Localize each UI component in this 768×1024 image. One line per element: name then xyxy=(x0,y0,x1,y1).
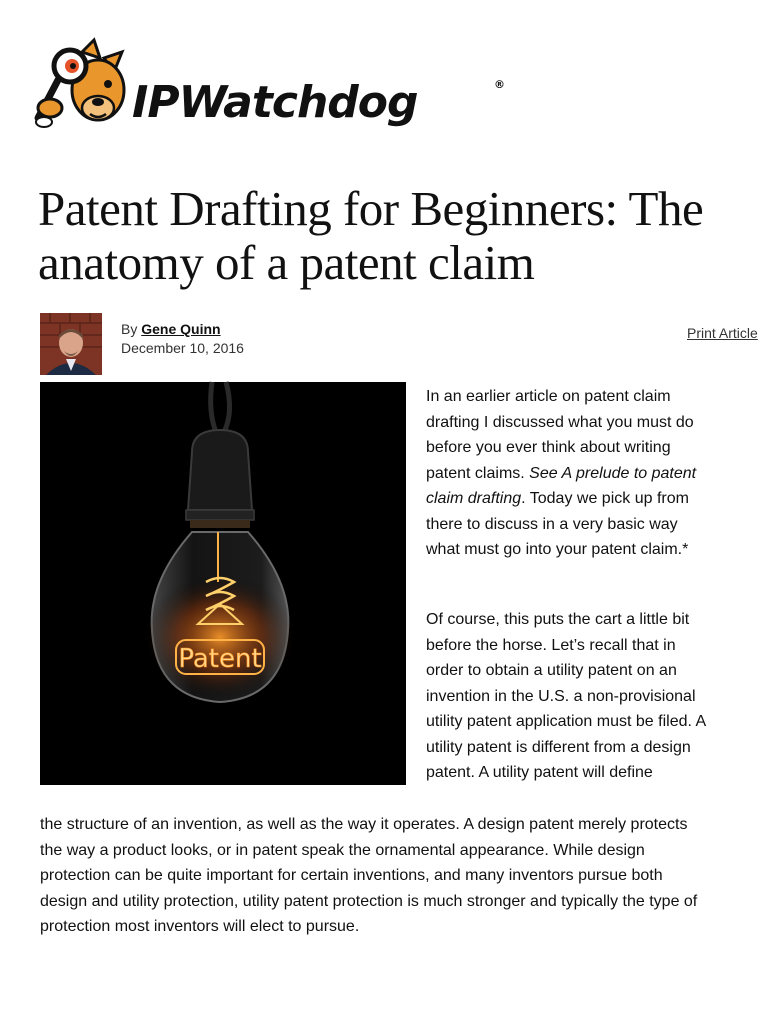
see-label: See xyxy=(529,464,562,482)
light-bulb-image xyxy=(40,382,406,785)
paragraph-1-text-a: In an earlier article on patent claim drafting I discussed what you must do before you ever think about writing patent claims. xyxy=(426,388,694,482)
paragraph-2-rest: the structure of an invention, as well as the way it operates. A design patent merely protects the way a product looks, or in patent speak the ornamental appearance. While design protection can be quite important for certain inventions, and many inventors pursue both design and utility protection, utility patent protection is much stronger and typically the type of protection most inventors will elect to pursue. xyxy=(40,816,698,935)
author-avatar[interactable] xyxy=(40,313,102,375)
byline-prefix: By xyxy=(121,321,138,337)
author-link[interactable]: Gene Quinn xyxy=(141,321,221,337)
article-title: Patent Drafting for Beginners: The anatomy of a patent claim xyxy=(38,181,704,290)
paragraph-1 xyxy=(426,384,708,563)
bulb-label: Patent xyxy=(178,644,262,674)
paragraph-1-text-b: . Today we pick up from there to discuss in a very basic way what must go into your patent claim.* xyxy=(426,490,689,558)
registered-mark: ® xyxy=(494,78,505,91)
site-logo-link[interactable] xyxy=(28,38,518,134)
print-article-link[interactable]: Print Article xyxy=(687,325,758,341)
prelude-link-text: A prelude to patent claim drafting xyxy=(426,464,697,507)
article-image xyxy=(40,382,406,785)
paragraph-2-top: Of course, this puts the cart a little bit before the horse. Let’s recall that in order to obtain a utility patent on an invention in the U.S. a non-provisional utility patent application must be filed. A utility patent is different from a design patent. A utility patent will define xyxy=(426,611,706,781)
author-photo xyxy=(40,313,102,375)
watchdog-mascot-icon xyxy=(28,38,128,130)
byline xyxy=(121,320,221,338)
logo-wordmark: IPWatchdog xyxy=(132,77,418,128)
post-date: December 10, 2016 xyxy=(121,340,244,356)
